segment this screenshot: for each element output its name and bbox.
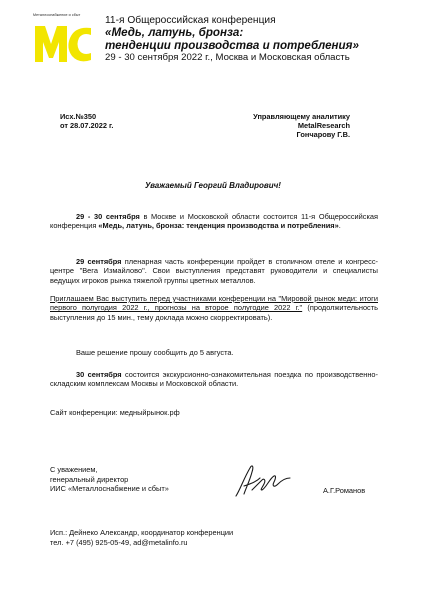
- p1-tail: .: [338, 221, 341, 231]
- greeting: Уважаемый Георгий Владирович!: [145, 181, 281, 190]
- conference-title-line1: «Медь, латунь, бронза:: [105, 26, 244, 39]
- closing-organization: ИИС «Металлоснабжение и сбыт»: [50, 484, 169, 494]
- closing-position: генеральный директор: [50, 474, 129, 484]
- contact-footer: [50, 528, 233, 547]
- closing-regards: С уважением,: [50, 465, 98, 474]
- conference-number: 11-я Общероссийская конференция: [105, 15, 276, 26]
- paragraph-excursion: [50, 370, 378, 389]
- conference-website: Сайт конференции: медныйрынок.рф: [50, 408, 180, 417]
- p1-text: в Москве и Московской области состоится 11-я Общероссийская конференция: [50, 212, 378, 231]
- p5-text: состоится экскурсионно-ознакомительная поездка по производственно-складским комплексам Москвы и Московской области.: [50, 370, 378, 389]
- addressee-block: [253, 112, 350, 140]
- conference-title-line2: тенденции производства и потребления»: [105, 38, 359, 52]
- p1-date: 29 - 30 сентября: [76, 212, 140, 221]
- p5-date: 30 сентября: [76, 370, 122, 379]
- p4-text: Ваше решение прошу сообщить до 5 августа.: [76, 348, 234, 357]
- conference-dates-place: 29 - 30 сентября 2022 г., Москва и Московская область: [105, 52, 350, 63]
- executor-line: Исп.: Дейнеко Александр, координатор конференции: [50, 528, 234, 537]
- outgoing-reference: [60, 112, 113, 130]
- addressee-name: Гончарову Г.В.: [296, 130, 350, 140]
- logo-caption: Металлоснабжение и сбыт: [33, 13, 81, 17]
- conference-title: [105, 27, 359, 52]
- paragraph-plenary: [50, 257, 378, 285]
- addressee-company: MetalResearch: [297, 121, 350, 131]
- ref-number: Исх.№350: [60, 112, 97, 121]
- p2-text: пленарная часть конференции пройдет в столичном отеле и конгресс-центре "Вега Измайлово". Свои выступления представят руководители и специалисты ведущих игроков рынка тяжелой группы цветных металлов.: [50, 257, 379, 285]
- closing-block: [50, 465, 169, 494]
- paragraph-invitation: [50, 294, 378, 322]
- p1-conference-name: «Медь, латунь, бронза: тенденция производства и потребления»: [98, 221, 339, 231]
- paragraph-deadline: [50, 348, 378, 357]
- signer-name: А.Г.Романов: [323, 486, 366, 495]
- addressee-position: Управляющему аналитику: [253, 112, 350, 121]
- p3-text: (продолжительность выступления до 15 мин., тему доклада можно скорректировать).: [50, 303, 378, 322]
- handwritten-signature: [230, 456, 294, 502]
- p2-date: 29 сентября: [76, 257, 122, 266]
- contact-line: тел. +7 (495) 925-05-49, ad@metalinfo.ru: [50, 537, 188, 547]
- paragraph-conference-intro: [50, 212, 378, 231]
- ref-date: от 28.07.2022 г.: [60, 121, 114, 131]
- company-logo: [33, 14, 95, 66]
- p3-invitation-topic: Приглашаем Вас выступить перед участниками конференции на "Мировой рынок меди: итоги первого полугодия 2022 г., прогнозы на второе полугодие 2022 г.": [50, 294, 378, 313]
